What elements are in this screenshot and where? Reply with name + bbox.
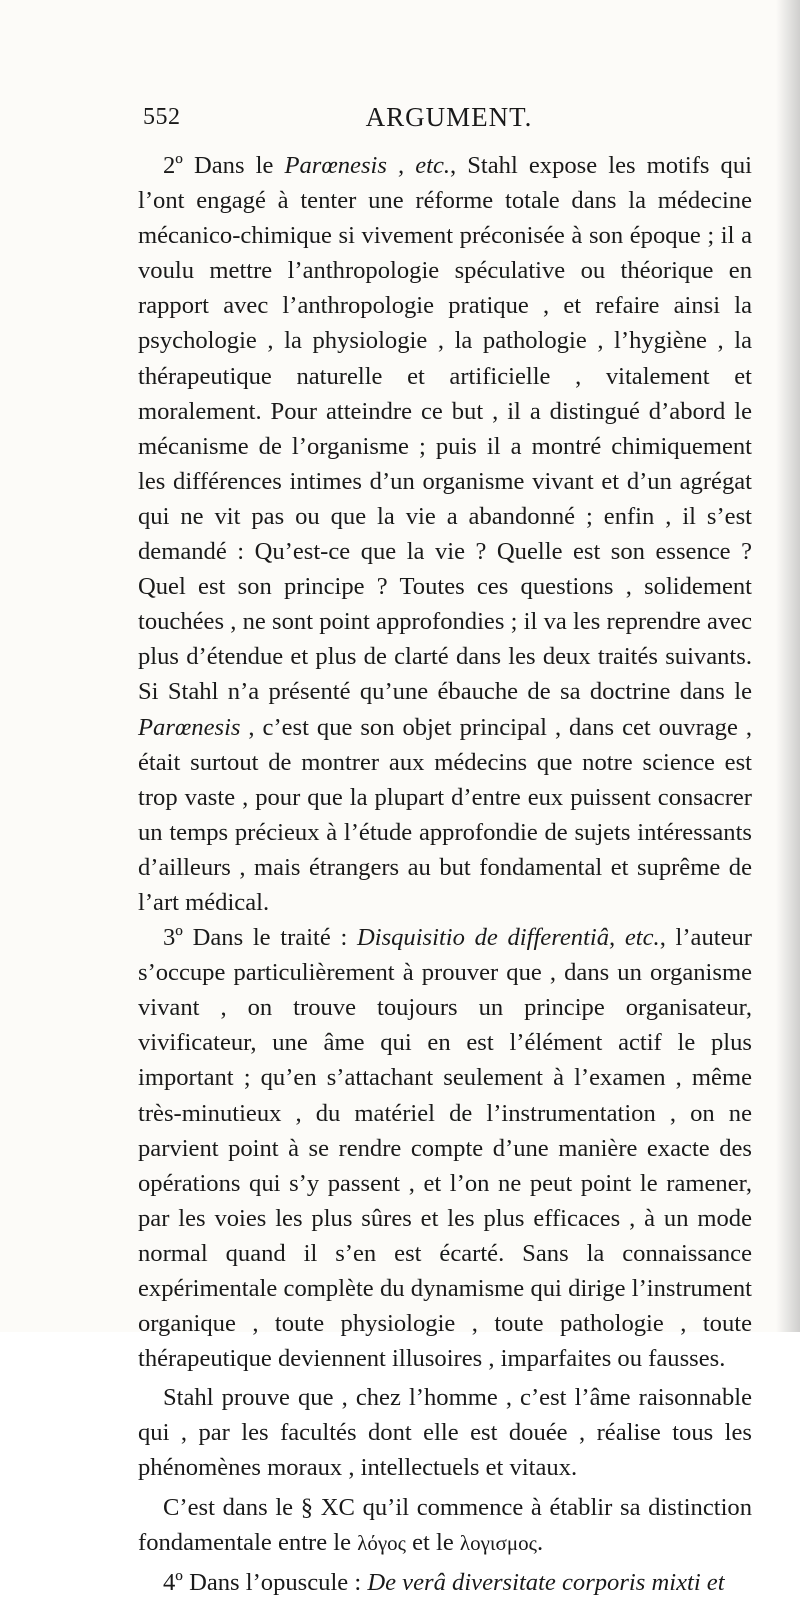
body-text bbox=[138, 148, 752, 1600]
running-title: ARGUMENT. bbox=[365, 102, 533, 132]
text-run: , Stahl expose les motifs qui l’ont engagé à tenter une réforme totale dans la médecine mécanico-chimique si vivement préconisée à son époque ; il a voulu mettre l’anthropologie spéculative ou théorique en rapport avec l’anthropologie pratique , et refaire ainsi la psychologie , la physiologie , la pathologie , l’hygiène , la thérapeutique naturelle et artificielle , vitalement et moralement. Pour atteindre ce but , il a distingué d’abord le mécanisme de l’organisme ; puis il a montré chimiquement les différences intimes d’un organisme vivant et d’un agrégat qui ne vit pas ou que la vie a abandonné ; enfin , il s’est demandé : Qu’est-ce que la vie ? Quelle est son essence ? Quel est son principe ? Toutes ces questions , solidement touchées , ne sont point approfondies ; il va les reprendre avec plus d’étendue et plus de clarté dans les deux traités suivants. Si Stahl n’a présenté qu’une ébauche de sa doctrine dans le bbox=[138, 152, 752, 706]
paragraph bbox=[138, 1565, 752, 1600]
paragraph bbox=[138, 920, 752, 1376]
paragraph bbox=[138, 1490, 752, 1561]
paragraph bbox=[138, 1380, 752, 1485]
italic-title: Disquisitio de differentiâ, etc. bbox=[356, 924, 660, 952]
text-run: 4º Dans l’opuscule : bbox=[163, 1568, 368, 1596]
italic-title: De verâ diversitate corporis mixti et bbox=[367, 1568, 725, 1596]
text-run: 3º Dans le traité : bbox=[163, 924, 357, 952]
italic-title: Parœnesis bbox=[138, 713, 241, 741]
paragraph bbox=[138, 148, 752, 920]
text-run: C’est dans le § XC qu’il commence à établir sa distinction fondamentale entre le bbox=[138, 1493, 752, 1556]
text-run: , c’est que son objet principal , dans cet ouvrage , était surtout de montrer aux médecins que notre science est trop vaste , pour que la plupart d’entre eux puissent consacrer un temps précieux à l’étude approfondie de sujets intéressants d’ailleurs , mais étrangers au but fondamental et suprême de l’art médical. bbox=[138, 713, 752, 916]
page-header bbox=[143, 100, 755, 140]
page-number: 552 bbox=[143, 104, 181, 130]
text-run: . bbox=[536, 1528, 544, 1556]
text-run: 2º Dans le bbox=[163, 152, 285, 179]
greek-word: λόγος bbox=[357, 1530, 406, 1555]
text-run: Stahl prouve que , chez l’homme , c’est l’âme raisonnable qui , par les facultés dont elle est douée , réalise tous les phénomènes moraux , intellectuels et vitaux. bbox=[138, 1384, 752, 1482]
text-run: , l’auteur s’occupe particulièrement à prouver que , dans un organisme vivant , on trouve toujours un principe organisateur, vivificateur, une âme qui en est l’élément actif le plus important ; qu’en s’attachant seulement à l’examen , même très-minutieux , du matériel de l’instrumentation , on ne parvient point à se rendre compte d’une manière exacte des opérations qui s’y passent , et l’on ne peut point le ramener, par les voies les plus sûres et les plus efficaces , à un mode normal quand il s’en est écarté. Sans la connaissance expérimentale complète du dynamisme qui dirige l’instrument organique , toute physiologie , toute pathologie , toute thérapeutique deviennent illusoires , imparfaites ou fausses. bbox=[138, 924, 752, 1373]
italic-title: Parœnesis , etc. bbox=[284, 152, 451, 179]
text-run: et le bbox=[405, 1528, 460, 1556]
page-edge-shadow bbox=[776, 0, 800, 1332]
greek-word: λογισμος bbox=[459, 1530, 537, 1555]
